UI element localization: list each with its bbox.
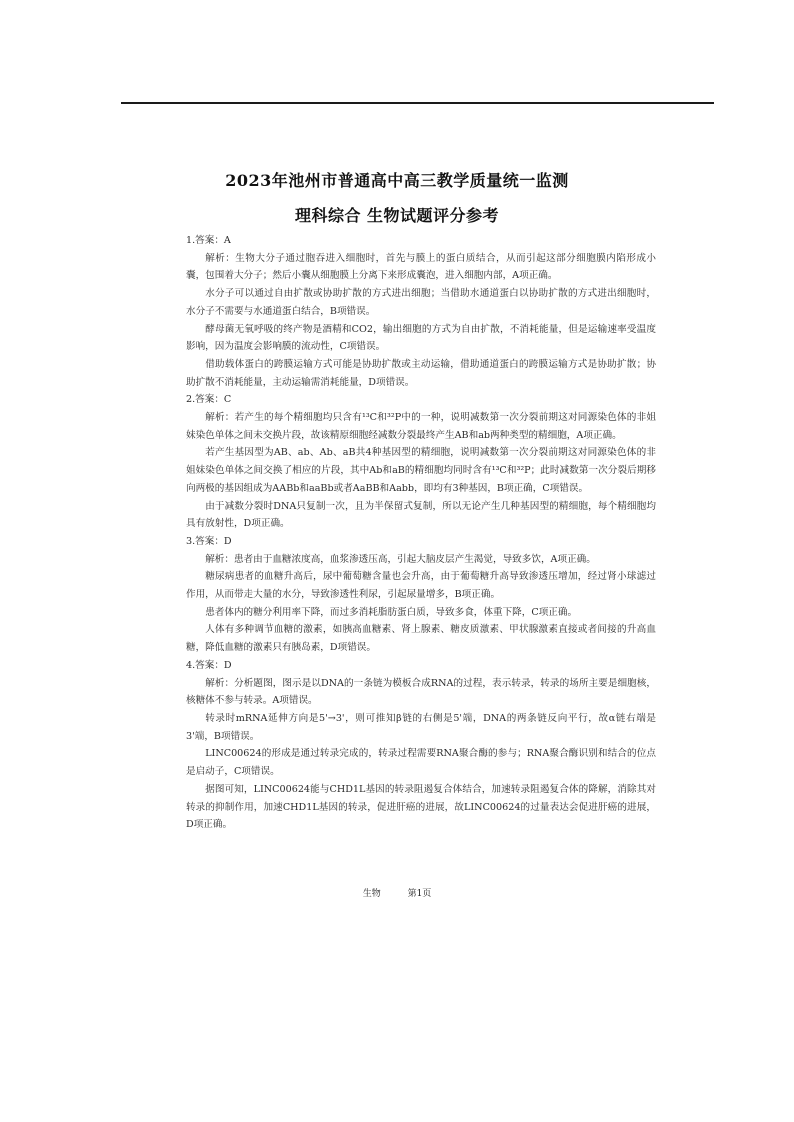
answer-1: 1.答案：A: [186, 235, 231, 246]
analysis-paragraph: 借助载体蛋白的跨膜运输方式可能是协助扩散或主动运输，借助通道蛋白的跨膜运输方式是协助扩散；协助扩散不消耗能量，主动运输需消耗能量，D项错误。: [186, 358, 656, 388]
analysis-paragraph: 由于减数分裂时DNA只复制一次，且为半保留式复制，所以无论产生几种基因型的精细胞，每个精细胞均具有放射性，D项正确。: [186, 500, 656, 530]
footer-page-number: 第1页: [407, 889, 432, 899]
top-rule: [121, 102, 714, 104]
analysis-paragraph: 解析：患者由于血糖浓度高，血浆渗透压高，引起大脑皮层产生渴觉，导致多饮，A项正确。: [205, 553, 596, 565]
analysis-paragraph: 患者体内的糖分利用率下降，而过多消耗脂肪蛋白质，导致多食，体重下降，C项正确。: [205, 606, 578, 618]
page-title: 2023年池州市普通高中高三教学质量统一监测: [225, 171, 569, 190]
page-subtitle: 理科综合 生物试题评分参考: [294, 206, 500, 225]
analysis-paragraph: 解析：生物大分子通过胞吞进入细胞时，首先与膜上的蛋白质结合，从而引起这部分细胞膜内陷形成小囊，包围着大分子；然后小囊从细胞膜上分离下来形成囊泡，进入细胞内部，A项正确。: [186, 252, 656, 282]
analysis-paragraph: 水分子可以通过自由扩散或协助扩散的方式进出细胞；当借助水通道蛋白以协助扩散的方式进出细胞时，水分子不需要与水通道蛋白结合，B项错误。: [186, 288, 656, 317]
analysis-paragraph: 人体有多种调节血糖的激素，如胰高血糖素、肾上腺素、糖皮质激素、甲状腺激素直接或者间接的升高血糖，降低血糖的激素只有胰岛素，D项错误。: [186, 624, 656, 654]
analysis-paragraph: 糖尿病患者的血糖升高后，尿中葡萄糖含量也会升高，由于葡萄糖升高导致渗透压增加，经过肾小球滤过作用，从而带走大量的水分，导致渗透性利尿，引起尿量增多，B项正确。: [186, 571, 656, 601]
analysis-paragraph: 解析：分析题图，图示是以DNA的一条链为模板合成RNA的过程，表示转录，转录的场所主要是细胞核，核糖体不参与转录。A项错误。: [186, 677, 656, 707]
analysis-paragraph: 转录时mRNA延伸方向是5'→3'，则可推知β链的右侧是5'端，DNA的两条链反向平行，故α链右端是3'端，B项错误。: [186, 712, 656, 742]
analysis-paragraph: 酵母菌无氧呼吸的终产物是酒精和CO2，输出细胞的方式为自由扩散，不消耗能量，但是运输速率受温度影响，因为温度会影响膜的流动性，C项错误。: [186, 323, 656, 353]
page-footer: [0, 886, 794, 899]
answer-4: 4.答案：D: [186, 659, 232, 671]
analysis-paragraph: 据图可知，LINC00624能与CHD1L基因的转录阻遏复合体结合，加速转录阻遏复合体的降解，消除其对转录的抑制作用，加速CHD1L基因的转录，促进肝癌的进展，故LINC00624的过量表达会促进肝癌的进展，D项正确。: [186, 783, 656, 831]
analysis-paragraph: 若产生基因型为AB、ab、Ab、aB共4种基因型的精细胞，说明减数第一次分裂前期这对同源染色体的非姐妹染色单体之间交换了相应的片段，其中Ab和aB的精细胞均同时含有¹³C和³²P；此时减数第一次分裂后期移向两极的基因组成为AABb和aaBb或者AaBB和Aabb，即均有3种基因，B项正确，C项错误。: [186, 447, 656, 494]
answer-3: 3.答案：D: [186, 535, 232, 547]
answer-2: 2.答案：C: [186, 394, 232, 406]
analysis-paragraph: 解析：若产生的每个精细胞均只含有¹³C和³²P中的一种，说明减数第一次分裂前期这对同源染色体的非姐妹染色单体之间未交换片段，故该精原细胞经减数分裂最终产生AB和ab两种类型的精细胞，A项正确。: [186, 412, 656, 441]
analysis-paragraph: LINC00624的形成是通过转录完成的，转录过程需要RNA聚合酶的参与；RNA聚合酶识别和结合的位点是启动子，C项错误。: [186, 748, 656, 778]
footer-subject: 生物: [362, 889, 381, 899]
answer-content: [186, 232, 656, 834]
